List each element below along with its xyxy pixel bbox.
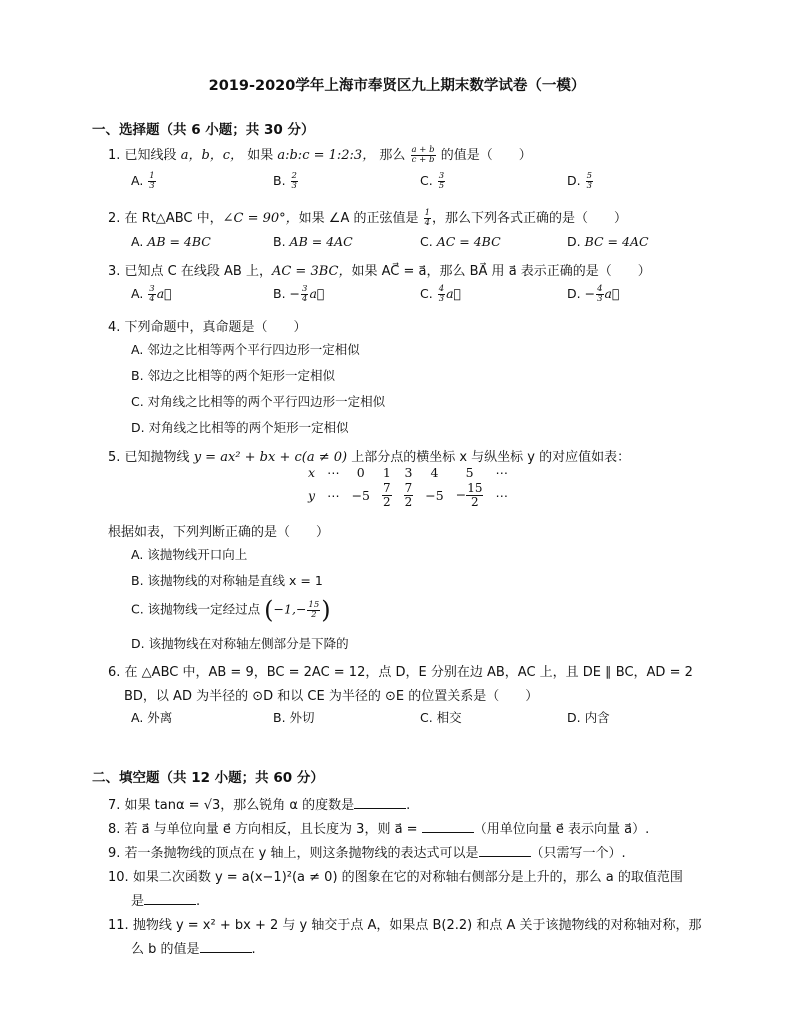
question-text: 若一条抛物线的顶点在 y 轴上，则这条抛物线的表达式可以是: [124, 846, 479, 861]
math-expression: a，b，c，: [180, 148, 244, 163]
question-text: 已知抛物线: [124, 450, 190, 465]
question-11: [108, 914, 702, 933]
question-8: 8. 若 a⃗ 与单位向量 e⃗ 方向相反，且长度为 3，则 a⃗ = （用单位向量 e⃗ 表示向量 a⃗）.: [108, 822, 650, 837]
question-number: 7.: [108, 798, 121, 813]
math-expression: a:b:c = 1:2:3，: [277, 148, 376, 163]
option-b: B. AB = 4AC: [273, 234, 353, 249]
question-text: 那么: [379, 148, 406, 163]
question-7: 7. 如果 tanα = √3，那么锐角 α 的度数是 .: [108, 798, 411, 813]
table-cell: x: [308, 464, 316, 480]
question-text: 已知线段: [124, 148, 177, 163]
option-c: C. $\frac{3}{5}$: [420, 171, 445, 191]
question-6: [108, 661, 693, 680]
answer-blank[interactable]: [354, 796, 406, 809]
page-title: 2019-2020学年上海市奉贤区九上期末数学试卷（一模）: [208, 78, 586, 94]
answer-blank[interactable]: [144, 892, 196, 905]
question-text: 如果: [247, 148, 274, 163]
table-cell: 1: [382, 464, 391, 480]
question-number: 4.: [108, 320, 121, 335]
fraction: $\frac{1}{4}$: [424, 208, 431, 228]
question-text: 上部分点的横坐标 x 与纵坐标 y 的对应值如表：: [351, 450, 631, 465]
option-c: C. 对角线之比相等的两个平行四边形一定相似: [131, 394, 386, 409]
option-a: A. 邻边之比相等两个平行四边形一定相似: [131, 342, 360, 357]
question-number: 8.: [108, 822, 121, 837]
question-4: [108, 316, 307, 335]
table-cell: [398, 482, 420, 509]
question-text: ，那么下列各式正确的是（ ）: [432, 211, 628, 226]
question-number: 11.: [108, 918, 129, 933]
option-d: D. $\frac{5}{3}$: [567, 171, 593, 191]
option-b: B. 邻边之比相等的两个矩形一定相似: [131, 368, 336, 383]
option-b: B. 该抛物线的对称轴是直线 x = 1: [131, 573, 323, 588]
question-number: 9.: [108, 846, 121, 861]
answer-blank[interactable]: [479, 844, 531, 857]
option-c: C. 相交: [420, 710, 462, 725]
question-11-line-2: 么 b 的值是 .: [131, 942, 256, 957]
question-text: 如果 AC⃗ = a⃗，那么 BA⃗ 用 a⃗ 表示正确的是（ ）: [351, 264, 651, 279]
question-10: [108, 866, 683, 885]
table-cell: ⋯: [327, 488, 340, 503]
answer-blank[interactable]: [422, 820, 474, 833]
question-text: 如果二次函数 y = a(x−1)²(a ≠ 0) 的图象在它的对称轴右侧部分是上升的，那么 a 的取值范围: [132, 870, 683, 885]
section-heading-choice: 一、选择题（共 6 小题；共 30 分）: [92, 122, 315, 138]
question-9: 9. 若一条抛物线的顶点在 y 轴上，则这条抛物线的表达式可以是 （只需写一个）.: [108, 846, 626, 861]
question-5-lead: 根据如表，下列判断正确的是（ ）: [108, 525, 330, 540]
table-cell: [376, 482, 398, 509]
question-6-line-2: BD，以 AD 为半径的 ⊙D 和以 CE 为半径的 ⊙E 的位置关系是（ ）: [124, 689, 539, 704]
table-row: [302, 482, 514, 509]
question-3: [108, 260, 651, 279]
question-text: 如果 ∠A 的正弦值是: [298, 211, 419, 226]
question-text: 的值是（ ）: [440, 148, 532, 163]
table-cell: ⋯: [495, 464, 508, 480]
question-number: 1.: [108, 148, 121, 163]
question-text: 抛物线 y = x² + bx + 2 与 y 轴交于点 A，如果点 B(2.2) 和点 A 关于该抛物线的对称轴对称，那: [132, 918, 702, 933]
fraction: $\frac{7}{2}$: [404, 481, 413, 509]
option-c: C. $\frac{4}{3}$ a⃗: [420, 284, 462, 304]
option-d: D. 对角线之比相等的两个矩形一定相似: [131, 420, 349, 435]
option-a: A. $\frac{1}{3}$: [131, 171, 155, 191]
question-text: 若 a⃗ 与单位向量 e⃗ 方向相反，且长度为 3，则 a⃗ =: [124, 822, 418, 837]
option-b: B. 外切: [273, 710, 315, 725]
table-cell: −5: [351, 488, 370, 503]
option-c: C. 该抛物线一定经过点 (−1,− $\frac{15}{2}$ ): [131, 596, 331, 624]
table-cell: − $\frac{15}{2}$: [455, 481, 483, 509]
question-number: 3.: [108, 264, 121, 279]
option-a: A. 外离: [131, 710, 173, 725]
option-a: A. AB = 4BC: [131, 234, 211, 249]
option-a: A. 该抛物线开口向上: [131, 547, 248, 562]
fraction: $\frac{7}{2}$: [383, 481, 391, 509]
question-number: 10.: [108, 870, 129, 885]
question-1: [108, 144, 532, 165]
option-b: B. − $\frac{3}{4}$ a⃗: [273, 284, 325, 304]
question-number: 5.: [108, 450, 121, 465]
question-text: 已知点 C 在线段 AB 上，: [124, 264, 272, 279]
answer-blank[interactable]: [200, 940, 252, 953]
table-cell: 0: [356, 464, 365, 480]
table-row: [302, 462, 514, 482]
option-d: D. − $\frac{4}{3}$ a⃗: [567, 284, 620, 304]
option-d: D. BC = 4AC: [567, 234, 649, 249]
math-expression: y = ax² + bx + c(a ≠ 0): [193, 450, 348, 465]
table-cell: y: [308, 488, 316, 503]
question-number: 2.: [108, 211, 121, 226]
question-text: 在 △ABC 中，AB = 9，BC = 2AC = 12，点 D，E 分别在边 AB，AC 上，且 DE ∥ BC，AD = 2: [124, 665, 693, 680]
table-cell: ⋯: [327, 464, 340, 480]
table-cell: 3: [404, 464, 413, 480]
table-cell: 5: [465, 464, 474, 480]
question-2: [108, 207, 627, 228]
question-text: 下列命题中，真命题是（ ）: [124, 320, 307, 335]
question-text: 在 Rt△ABC 中，: [124, 211, 223, 226]
question-text: 如果 tanα = √3，那么锐角 α 的度数是: [124, 798, 355, 813]
table-cell: −5: [425, 488, 444, 503]
section-heading-fill: 二、填空题（共 12 小题；共 60 分）: [92, 770, 324, 786]
math-expression: AC = 3BC，: [271, 264, 352, 279]
option-c: C. AC = 4BC: [420, 234, 501, 249]
option-b: B. $\frac{2}{3}$: [273, 171, 297, 191]
value-table: [302, 462, 514, 509]
table-cell: 4: [430, 464, 439, 480]
option-a: A. $\frac{3}{4}$ a⃗: [131, 284, 172, 304]
fraction: $\frac{a + b}{c + b}$: [411, 145, 435, 165]
table-cell: ⋯: [495, 488, 508, 503]
question-number: 6.: [108, 665, 121, 680]
option-d: D. 内含: [567, 710, 610, 725]
math-expression: ∠C = 90°，: [222, 211, 299, 226]
option-d: D. 该抛物线在对称轴左侧部分是下降的: [131, 636, 349, 651]
fraction: $\frac{15}{2}$: [467, 481, 483, 509]
question-10-line-2: 是 .: [131, 894, 201, 909]
